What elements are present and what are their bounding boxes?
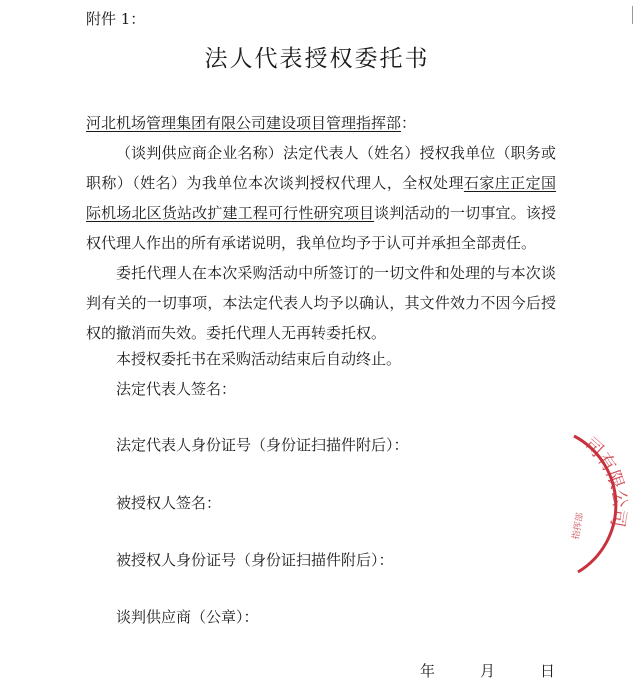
date-day: 日 [540, 662, 556, 680]
paragraph-confirmation: 委托代理人在本次采购活动中所签订的一切文件和处理的与本次谈判有关的一切事项，本法定代表人均予以确认，其文件效力不因今后授权的撤消而失效。委托代理人无再转委托权。 [86, 264, 556, 342]
company-seal-stamp [540, 430, 634, 580]
addressee-line [86, 108, 556, 138]
legal-rep-signature-label: 法定代表人签名： [116, 380, 237, 398]
legal-rep-id-label: 法定代表人身份证号（身份证扫描件附后）： [116, 436, 409, 454]
paragraph-authorization [86, 138, 556, 258]
project-name: 石家庄正定国际机场北区货站改扩建工程可行性研究项目 [86, 174, 556, 222]
seal-text: 司有限公司 [579, 433, 630, 529]
supplier-seal-label: 谈判供应商（公章）： [116, 608, 259, 626]
seal-sub-text: 指挥部 [571, 512, 586, 541]
paragraph-termination: 本授权委托书在采购活动结束后自动终止。 [116, 350, 402, 368]
paragraph-authorization-lead: （谈判供应商企业名称）法定代表人（姓名）授权我单位（职务或职称）（姓名）为我单位本次谈判授权代理人，全权处理 [86, 144, 556, 192]
date-month: 月 [480, 662, 496, 680]
agent-id-label: 被授权人身份证号（身份证扫描件附后）： [116, 551, 394, 569]
attachment-label: 附件 1： [86, 10, 146, 28]
document-title: 法人代表授权委托书 [204, 46, 430, 72]
date-year: 年 [420, 662, 436, 680]
addressee-colon: ： [401, 114, 417, 132]
addressee-name: 河北机场管理集团有限公司建设项目管理指挥部 [86, 114, 402, 132]
agent-signature-label: 被授权人签名： [116, 494, 222, 512]
page-corner-mark [628, 6, 633, 24]
paragraph-authorization-tail: 谈判活动的一切事宜。该授权代理人作出的所有承诺说明，我单位均予于认可并承担全部责任。 [86, 204, 556, 252]
